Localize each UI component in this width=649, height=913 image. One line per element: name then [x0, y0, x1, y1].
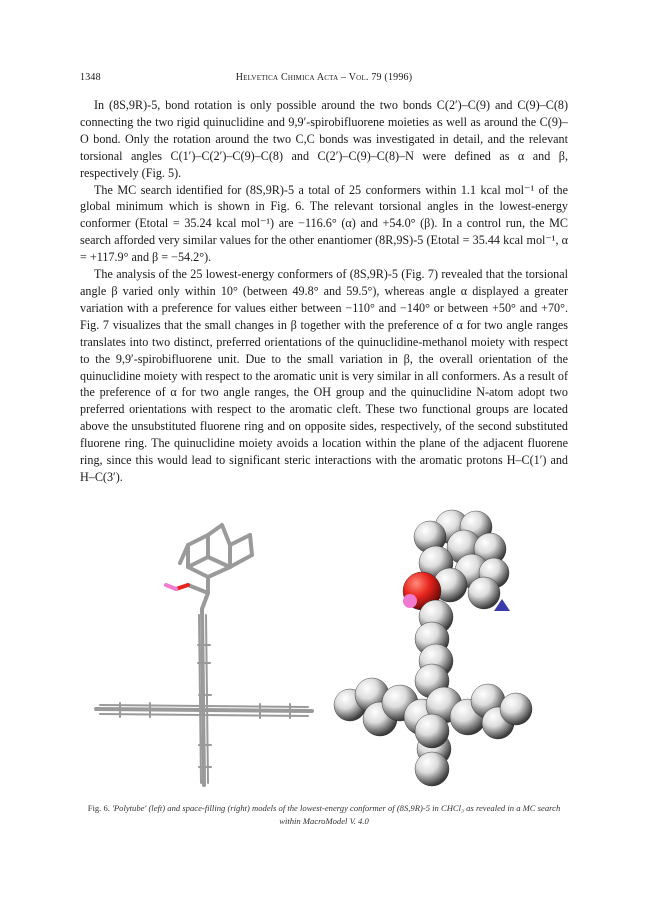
paragraph: The analysis of the 25 lowest-energy conformers of (8S,9R)-5 (Fig. 7) revealed that the torsional angle β varied only within 10° (between 49.8° and 59.5°), whereas angle α displayed a greater variation with a preference for values either between −110° and −140° or between +50° and +70°. Fig. 7 visualizes that the small changes in β together with the preference of α for two angle ranges translates into two distinct, preferred orientations of the quinuclidine-methanol moiety with respect to the 9,9′-spirobifluorene unit. Due to the small variation in β, the overall orientation of the quinuclidine moiety with respect to the aromatic unit is very similar in all conformers. As a result of the preference of α for two angle ranges, the OH group and the quinuclidine N-atom adopt two preferred orientations with respect to the aromatic cleft. These two functional groups are located above the unsubstituted fluorene ring and on opposite sides, respectively, of the second substituted fluorene ring. The quinuclidine moiety avoids a location within the plane of the adjacent fluorene ring, since this would lead to significant steric interactions with the aromatic protons H–C(1′) and H–C(3′).: [80, 267, 568, 484]
journal-title: Helvetica Chimica Acta – Vol. 79 (1996): [235, 72, 413, 83]
figure-caption: [80, 802, 568, 827]
molecular-models: [80, 505, 568, 795]
horizontal-fluorene: [96, 703, 312, 718]
caption-text: 'Polytube' (left) and space-filling (right) models of the lowest-energy conformer of (8S,9R)-5 in CHCl₃ as revealed in a MC search within MacroModel V. 4.0: [112, 803, 561, 826]
body-text: [80, 97, 568, 486]
running-header: [80, 72, 568, 88]
paragraph: In (8S,9R)-5, bond rotation is only possible around the two bonds C(2′)–C(9) and C(9)–C(8) connecting the two rigid quinuclidine and 9,9′-spirobifluorene moieties as well as around the C(9)–O bond. Only the rotation around the two C,C bonds was investigated in detail, and the relevant torsional angles C(1′)–C(2′)–C(9)–C(8) and C(2′)–C(9)–C(8)–N were defined as α and β, respectively (Fig. 5).: [80, 98, 568, 180]
caption-label: Fig. 6.: [87, 803, 110, 813]
vertical-fluorene: [198, 609, 211, 785]
hydrogen-on-oxygen: [403, 594, 417, 608]
quinuclidine-cage: [180, 525, 252, 593]
polytube-model: [96, 525, 312, 785]
paragraph: The MC search identified for (8S,9R)-5 a total of 25 conformers within 1.1 kcal mol⁻¹ of the global minimum which is shown in Fig. 6. The relevant torsional angles in the lowest-energy conformer (Etotal = 35.24 kcal mol⁻¹) are −116.6° (α) and +54.0° (β). In a control run, the MC search afforded very similar values for the other enantiomer (8R,9S)-5 (Etotal = 35.44 kcal mol⁻¹, α = +117.9° and β = −54.2°).: [80, 182, 568, 265]
page-number: 1348: [80, 72, 101, 83]
figure-6: [80, 505, 568, 795]
space-filling-model: [334, 510, 532, 786]
